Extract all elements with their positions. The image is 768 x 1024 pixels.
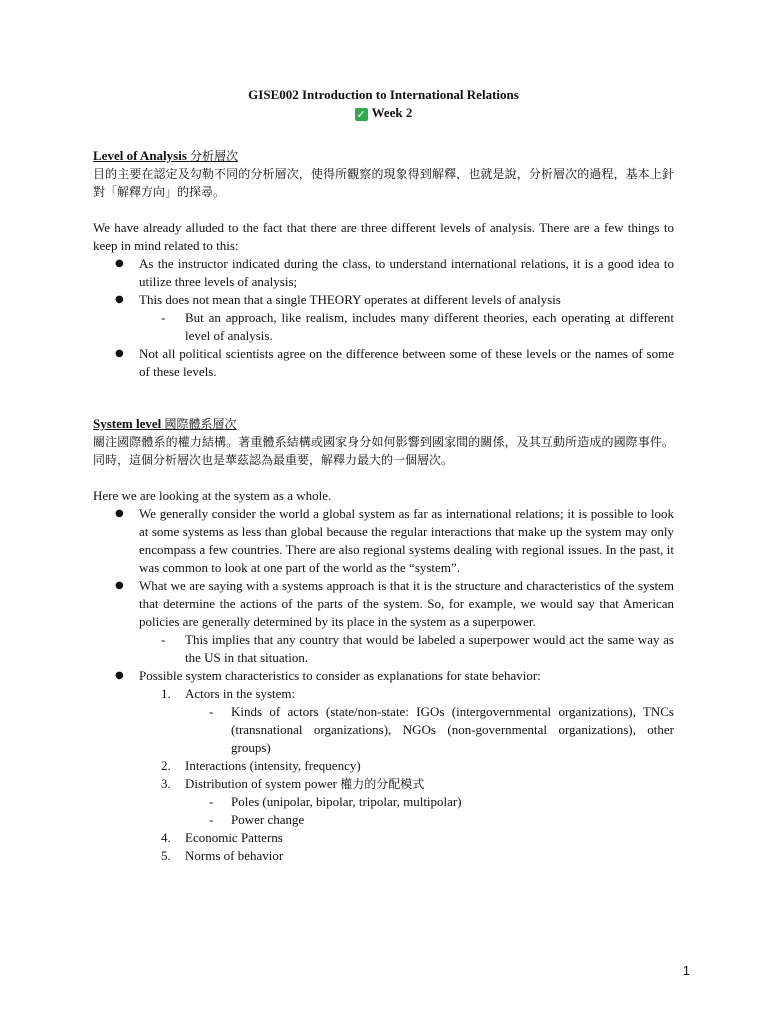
sub-list-item: - This implies that any country that would be labeled a superpower would act the same way as the US in that situation. bbox=[161, 632, 674, 665]
list-item: ● Not all political scientists agree on the difference between some of these levels or the names of some of these levels. bbox=[115, 346, 674, 379]
list-item: ● As the instructor indicated during the class, to understand international relations, it is a good idea to utilize three levels of analysis; bbox=[115, 256, 674, 289]
numbered-item: 2. Interactions (intensity, frequency) bbox=[161, 758, 361, 773]
level-of-analysis-heading bbox=[93, 147, 674, 165]
list-item: ● We generally consider the world a global system as far as international relations; it is possible to look at some systems as less than global because the regular interactions that make up the system may only encompass a few countries. There are also regional systems dealing with regional issues. In the past, it was common to look at one part of the world as the “system”. bbox=[115, 506, 674, 575]
level-zh-paragraph: 目的主要在認定及勾勒不同的分析層次，使得所觀察的現象得到解釋，也就是說，分析層次的過程，基本上針對「解釋方向」的探尋。 bbox=[93, 167, 674, 199]
numbered-item: 1. Actors in the system: bbox=[161, 686, 296, 701]
system-zh-paragraph: 關注國際體系的權力結構。著重體系結構或國家身分如何影響到國家間的關係，及其互動所造成的國際事件。同時，這個分析層次也是華茲認為最重要，解釋力最大的一個層次。 bbox=[93, 435, 674, 467]
sub-list-item: - Power change bbox=[209, 812, 305, 827]
sub-list-item: - Kinds of actors (state/non-state: IGOs (intergovernmental organizations), TNCs (transnational organizations), NGOs (non-governmental organizations), other groups) bbox=[209, 704, 674, 755]
week-line bbox=[93, 104, 674, 122]
sub-list-item: - But an approach, like realism, includes many different theories, each operating at different level of analysis. bbox=[161, 310, 674, 343]
level-intro: We have already alluded to the fact that there are three different levels of analysis. There are a few things to keep in mind related to this: bbox=[93, 220, 674, 253]
heading-zh: 分析層次 bbox=[190, 149, 239, 163]
doc-title: GISE002 Introduction to International Relations bbox=[248, 87, 519, 102]
numbered-item: 3. Distribution of system power 權力的分配模式 bbox=[161, 776, 425, 791]
system-level-heading bbox=[93, 415, 674, 433]
numbered-item: 4. Economic Patterns bbox=[161, 830, 283, 845]
heading-text: System level bbox=[93, 416, 162, 431]
system-intro: Here we are looking at the system as a whole. bbox=[93, 488, 332, 503]
week-label: Week 2 bbox=[371, 105, 413, 120]
numbered-item: 5. Norms of behavior bbox=[161, 848, 284, 863]
page-number: 1 bbox=[682, 963, 690, 978]
document-body bbox=[93, 86, 674, 865]
list-item: ● What we are saying with a systems approach is that it is the structure and characteristics of the system that determine the actions of the parts of the system. So, for example, we would say that American policies are generally determined by its place in the system as a superpower. bbox=[115, 578, 674, 629]
list-item: ● Possible system characteristics to consider as explanations for state behavior: bbox=[115, 668, 541, 683]
heading-zh: 國際體系層次 bbox=[164, 417, 237, 431]
check-mark-icon: ✓ bbox=[356, 108, 366, 121]
list-item: ● This does not mean that a single THEORY operates at different levels of analysis bbox=[115, 292, 561, 307]
heading-text: Level of Analysis bbox=[93, 148, 187, 163]
sub-list-item: - Poles (unipolar, bipolar, tripolar, multipolar) bbox=[209, 794, 462, 809]
